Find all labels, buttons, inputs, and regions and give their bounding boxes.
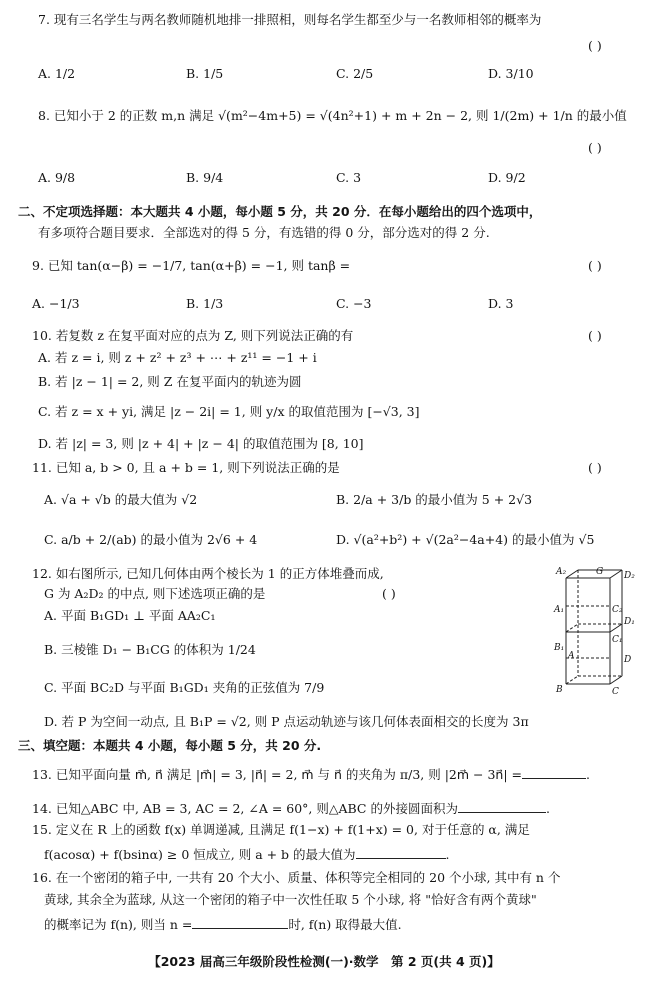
label-d: D — [624, 655, 632, 665]
q13-period: . — [586, 767, 590, 782]
q16-answer-blank[interactable] — [192, 916, 288, 929]
q8-answer-paren: ( ) — [588, 140, 602, 155]
q14-answer-blank[interactable] — [458, 800, 546, 813]
label-d2: D₂ — [624, 571, 635, 581]
q9-option-d: D. 3 — [488, 296, 514, 311]
label-d1: D₁ — [624, 617, 635, 627]
q10-option-b: B. 若 |z − 1| = 2, 则 Z 在复平面内的轨迹为圆 — [38, 374, 302, 389]
q14-line — [32, 800, 550, 817]
q7-answer-paren: ( ) — [588, 38, 602, 53]
q10-stem: 10. 若复数 z 在复平面对应的点为 Z, 则下列说法正确的有 — [32, 328, 354, 343]
q8-stem: 8. 已知小于 2 的正数 m,n 满足 √(m²−4m+5) = √(4n²+1) + m + 2n − 2, 则 1/(2m) + 1/n 的最小值 — [38, 108, 627, 123]
section2-line2: 有多项符合题目要求．全部选对的得 5 分，有选错的得 0 分，部分选对的得 2 分. — [38, 225, 490, 240]
q11-option-a: A. √a + √b 的最大值为 √2 — [44, 492, 198, 507]
q16-line3 — [44, 916, 402, 933]
label-c1: C₁ — [612, 635, 623, 645]
page-footer: 【2023 届高三年级阶段性检测(一)·数学 第 2 页(共 4 页)】 — [148, 954, 500, 969]
q14-text: 14. 已知△ABC 中, AB = 3, AC = 2, ∠A = 60°, 则△ABC 的外接圆面积为 — [32, 801, 458, 816]
q8-option-a: A. 9/8 — [38, 170, 76, 185]
q7-option-a: A. 1/2 — [38, 66, 76, 81]
q7-option-c: C. 2/5 — [336, 66, 374, 81]
section2-line1: 二、不定项选择题：本大题共 4 小题，每小题 5 分，共 20 分．在每小题给出的四个选项中， — [18, 204, 542, 219]
q11-option-c: C. a/b + 2/(ab) 的最小值为 2√6 + 4 — [44, 532, 258, 547]
q8-option-d: D. 9/2 — [488, 170, 526, 185]
q12-option-a: A. 平面 B₁GD₁ ⊥ 平面 AA₂C₁ — [44, 608, 216, 623]
q13-answer-blank[interactable] — [522, 766, 586, 779]
q12-option-c: C. 平面 BC₂D 与平面 B₁GD₁ 夹角的正弦值为 7/9 — [44, 680, 325, 695]
q15-answer-blank[interactable] — [356, 846, 446, 859]
label-b1: B₁ — [554, 643, 565, 653]
q12-stem-line1: 12. 如右图所示, 已知几何体由两个棱长为 1 的正方体堆叠而成, — [32, 566, 384, 581]
q11-option-b: B. 2/a + 3/b 的最小值为 5 + 2√3 — [336, 492, 533, 507]
q10-option-c: C. 若 z = x + yi, 满足 |z − 2i| = 1, 则 y/x 的取值范围为 [−√3, 3] — [38, 404, 420, 419]
label-b: B — [556, 685, 563, 695]
section3-heading: 三、填空题：本题共 4 小题，每小题 5 分，共 20 分. — [18, 738, 322, 753]
q11-option-d: D. √(a²+b²) + √(2a²−4a+4) 的最小值为 √5 — [336, 532, 595, 547]
q9-option-a: A. −1/3 — [32, 296, 80, 311]
q8-option-b: B. 9/4 — [186, 170, 224, 185]
q12-stem-line2: G 为 A₂D₂ 的中点, 则下述选项正确的是 — [44, 586, 266, 601]
q15-text: f(acosα) + f(bsinα) ≥ 0 恒成立, 则 a + b 的最大值为 — [44, 847, 356, 862]
q15-line1: 15. 定义在 R 上的函数 f(x) 单调递减, 且满足 f(1−x) + f(1+x) = 0, 对于任意的 α, 满足 — [32, 822, 530, 837]
q11-answer-paren: ( ) — [588, 460, 602, 475]
stacked-cubes-figure — [552, 566, 636, 698]
label-a2: A₂ — [556, 567, 567, 577]
label-g: G — [596, 567, 604, 577]
q10-option-a: A. 若 z = i, 则 z + z² + z³ + ⋯ + z¹¹ = −1 + i — [38, 350, 317, 365]
q13-line — [32, 766, 590, 783]
q10-option-d: D. 若 |z| = 3, 则 |z + 4| + |z − 4| 的取值范围为 [8, 10] — [38, 436, 364, 451]
q9-stem: 9. 已知 tan(α−β) = −1/7, tan(α+β) = −1, 则 tanβ = — [32, 258, 351, 273]
q7-option-b: B. 1/5 — [186, 66, 224, 81]
q12-answer-paren: ( ) — [382, 586, 396, 601]
q15-period: . — [445, 847, 450, 862]
q10-answer-paren: ( ) — [588, 328, 602, 343]
q14-period: . — [545, 801, 550, 816]
q16-text: 的概率记为 f(n), 则当 n = — [44, 917, 193, 932]
q9-answer-paren: ( ) — [588, 258, 602, 273]
q12-option-b: B. 三棱锥 D₁ − B₁CG 的体积为 1/24 — [44, 642, 256, 657]
q9-option-c: C. −3 — [336, 296, 372, 311]
q13-text: 13. 已知平面向量 m⃗, n⃗ 满足 |m⃗| = 3, |n⃗| = 2, m⃗ 与 n⃗ 的夹角为 π/3, 则 |2m⃗ − 3n⃗| = — [32, 767, 522, 782]
q7-option-d: D. 3/10 — [488, 66, 534, 81]
label-a1: A₁ — [554, 605, 565, 615]
q15-line2 — [44, 846, 450, 863]
q7-stem: 7. 现有三名学生与两名教师随机地排一排照相，则每名学生都至少与一名教师相邻的概率为 — [38, 12, 542, 27]
q16-tail: 时, f(n) 取得最大值. — [288, 917, 402, 932]
q9-option-b: B. 1/3 — [186, 296, 224, 311]
q16-line2: 黄球, 其余全为蓝球, 从这一个密闭的箱子中一次性任取 5 个小球, 将 "恰好含有两个黄球" — [44, 892, 537, 907]
q11-stem: 11. 已知 a, b > 0, 且 a + b = 1, 则下列说法正确的是 — [32, 460, 340, 475]
q16-line1: 16. 在一个密闭的箱子中, 一共有 20 个大小、质量、体积等完全相同的 20 个小球, 其中有 n 个 — [32, 870, 561, 885]
label-c: C — [612, 687, 619, 697]
label-c2: C₂ — [612, 605, 623, 615]
q8-option-c: C. 3 — [336, 170, 362, 185]
q12-option-d: D. 若 P 为空间一动点, 且 B₁P = √2, 则 P 点运动轨迹与该几何体表面相交的长度为 3π — [44, 714, 529, 729]
label-a: A — [568, 651, 575, 661]
